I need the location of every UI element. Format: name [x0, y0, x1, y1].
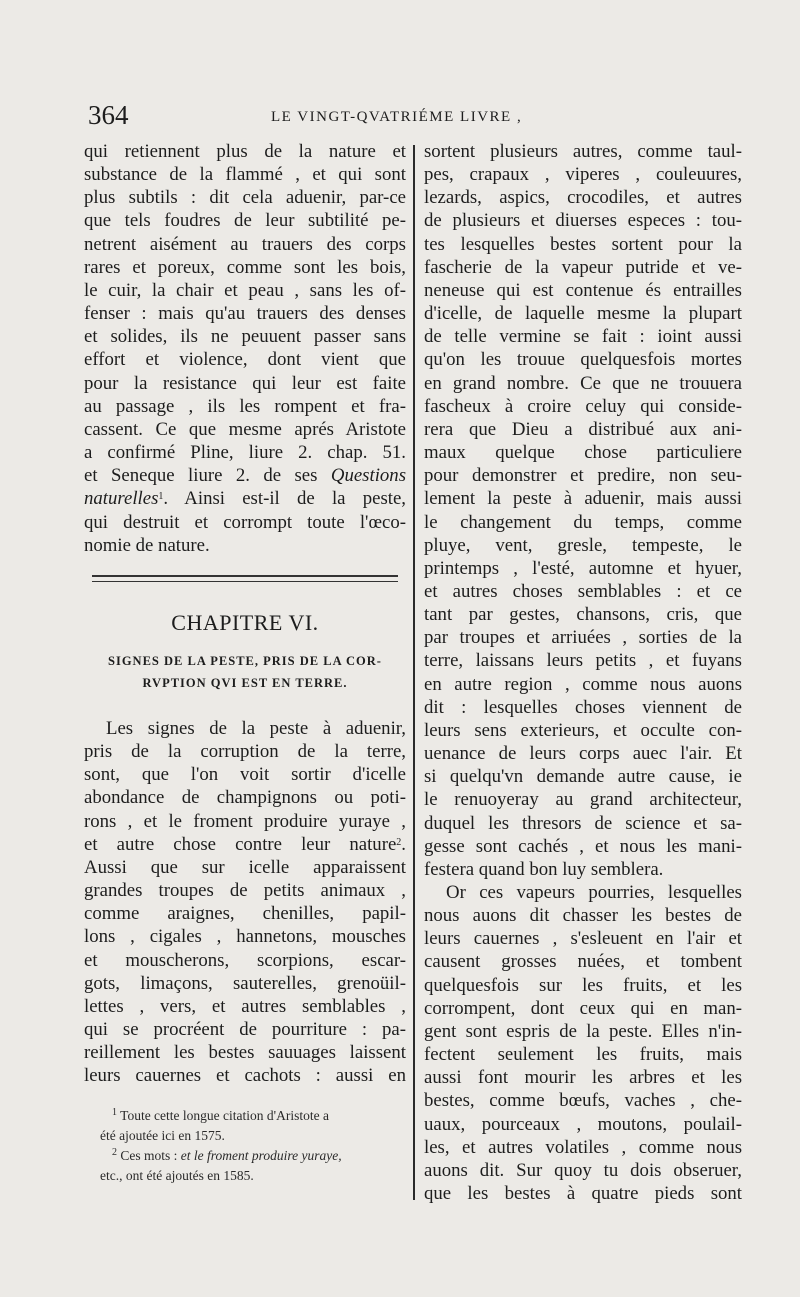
chapter-title: CHAPITRE VI.	[171, 610, 319, 635]
text-line: plus subtils : dit cela aduenir, par-ce	[84, 187, 406, 209]
left-column-chapter-text	[84, 717, 406, 1088]
text-line: duquel les thresors de science et sa-	[424, 812, 742, 834]
text-line: rons , et le froment produire yuraye ,	[84, 810, 406, 832]
text-line: qu'on les trouue quelquesfois mortes	[424, 349, 742, 371]
text-line: si quelqu'vn demande autre cause, ie	[424, 766, 742, 788]
right-column	[424, 140, 742, 1205]
divider-thick	[92, 575, 398, 577]
text-line: d'icelle, de laquelle mesme la plupart	[424, 303, 742, 325]
text-line-note-2	[84, 833, 406, 856]
text-line: au passage , ils les rompent et fra-	[84, 395, 406, 417]
text-line: abondance de champignons ou poti-	[84, 787, 406, 809]
footnotes	[100, 1106, 406, 1186]
text-line: neneuse qui est contenue és entrailles	[424, 279, 742, 301]
text-line: le changement du temps, comme	[424, 511, 742, 533]
text-line: nomie de nature.	[84, 534, 210, 556]
text-line: corrompent, dont ceux qui en man-	[424, 997, 742, 1019]
divider-thin	[92, 581, 398, 582]
text-line: cassent. Ce que mesme aprés Aristote	[84, 418, 406, 440]
text-line: printemps , l'esté, automne et hyuer,	[424, 557, 742, 579]
text-line: fectent seulement les fruits, mais	[424, 1044, 742, 1066]
text-line: gots, limaçons, sauterelles, grenoüil-	[84, 972, 406, 994]
text-line: uaux, pourceaux , moutons, poulail-	[424, 1113, 742, 1135]
text-line: de telle vermine se fait : ioint aussi	[424, 326, 742, 348]
text-line: lons , cigales , hannetons, mousches	[84, 926, 406, 948]
footnote-text: Ces mots :	[120, 1148, 178, 1163]
text-line: reillement les bestes sauuages laissent	[84, 1042, 406, 1064]
chapter-subtitle-line: RVPTION QVI EST EN TERRE.	[142, 676, 348, 690]
text-line: leurs sens exterieurs, et occulte con-	[424, 719, 742, 741]
text-line: uenance de leurs corps auec l'air. Et	[424, 743, 742, 765]
text-line: dit : lesquelles choses viennent de	[424, 696, 742, 718]
text-line: maux quelque chose particuliere	[424, 442, 742, 464]
italic-questions: Questions	[330, 465, 406, 487]
text-line-questions	[84, 464, 406, 487]
left-paragraph-continuation	[84, 140, 406, 557]
text-line: substance de la flammé , et qui sont	[84, 164, 406, 186]
column-divider	[413, 145, 415, 1200]
text-fragment: .	[401, 833, 406, 855]
text-line: et mouscherons, scorpions, escar-	[84, 949, 406, 971]
text-line: leurs cauernes et cachots : aussi en	[84, 1065, 406, 1087]
running-head: LE VINGT-QVATRIÉME LIVRE ,	[271, 109, 523, 125]
text-line: et solides, ils ne peuuent passer sans	[84, 326, 406, 348]
text-line: lement la peste à aduenir, mais aussi	[424, 488, 742, 510]
text-line-naturelles	[84, 487, 406, 510]
text-line: le renuoyeray au grand architecteur,	[424, 789, 742, 811]
text-line: gesse sont cachés , et nous les mani-	[424, 835, 742, 857]
text-fragment: . Ainsi est-il de la peste,	[163, 488, 406, 510]
footnote-1	[100, 1106, 406, 1126]
text-line: auons dit. Sur quoy tu dois obseruer,	[424, 1159, 742, 1181]
text-line: nous auons dit chasser les bestes de	[424, 905, 742, 927]
text-line: rera que Dieu a distribué aux ani-	[424, 418, 742, 440]
text-line: qui se procréent de pourriture : pa-	[84, 1019, 406, 1041]
text-fragment: et autre chose contre leur nature	[84, 833, 397, 855]
text-line: et autres choses semblables : et ce	[424, 580, 742, 602]
text-line: en grand nombre. Ce que ne trouuera	[424, 372, 742, 394]
footnote-ref-2[interactable]: 2	[396, 836, 402, 848]
text-line: pour demonstrer et predire, non seu-	[424, 465, 742, 487]
text-line: pour la resistance qui leur est faite	[84, 372, 406, 394]
text-line: sortent plusieurs autres, comme taul-	[424, 141, 742, 162]
text-line: tes lesquelles bestes sortent pour la	[424, 233, 742, 255]
text-line: tant par gestes, chansons, cris, que	[424, 604, 742, 626]
text-line: netrent aisément au trauers des corps	[84, 233, 406, 255]
text-line: que tels foudres de leur subtilité pe-	[84, 210, 406, 232]
text-line: fenser : mais qu'au trauers des denses	[84, 303, 406, 325]
text-line: leurs cauernes , s'esleuent en l'air et	[424, 928, 742, 950]
text-line: pluye, vent, gresle, tempeste, le	[424, 534, 742, 556]
footnote-text: Toute cette longue citation d'Aristote a	[120, 1108, 329, 1123]
text-line: fascheux à croire celuy qui conside-	[424, 395, 742, 417]
text-line: a confirmé Pline, liure 2. chap. 51.	[84, 442, 406, 464]
chapter-subtitle	[84, 650, 406, 694]
text-line: aussi font mourir les arbres et les	[424, 1067, 742, 1089]
chapter-subtitle-line: SIGNES DE LA PESTE, PRIS DE LA COR-	[108, 654, 382, 668]
text-fragment: et Seneque liure 2. de ses	[84, 465, 318, 487]
text-line: grandes troupes de petits animaux ,	[84, 880, 406, 902]
text-line: qui retiennent plus de la nature et	[84, 141, 406, 162]
text-line: festera quand bon luy semblera.	[424, 858, 664, 880]
text-line: pris de la corruption de la terre,	[84, 741, 406, 763]
page-header	[88, 100, 768, 140]
footnote-italic: et le froment produire yuraye,	[180, 1148, 342, 1163]
page-number: 364	[88, 100, 129, 130]
footnote-2-cont: etc., ont été ajoutés en 1585.	[100, 1168, 254, 1183]
text-line: comme araignes, chenilles, papil-	[84, 903, 406, 925]
text-line: lettes , vers, et autres semblables ,	[84, 995, 406, 1017]
text-line: Or ces vapeurs pourries, lesquelles	[446, 882, 742, 903]
text-line: bestes, comme bœufs, vaches , che-	[424, 1090, 742, 1112]
text-line: que les bestes à quatre pieds sont	[424, 1183, 742, 1205]
text-line: qui destruit et corrompt toute l'œco-	[84, 511, 406, 533]
text-line: Aussi que sur icelle apparaissent	[84, 856, 406, 878]
text-line: effort et violence, dont vient que	[84, 349, 406, 371]
text-line: par troupes et arriuées , sorties de la	[424, 627, 742, 649]
footnote-1-cont: été ajoutée ici en 1575.	[100, 1128, 225, 1143]
text-line: en autre region , comme nous auons	[424, 673, 742, 695]
right-paragraph-1	[424, 140, 742, 881]
section-divider	[92, 575, 398, 582]
text-line: quelquesfois sur les fruits, et les	[424, 974, 742, 996]
text-line: les, et autres volatiles , comme nous	[424, 1136, 742, 1158]
text-line: lezards, aspics, crocodiles, et autres	[424, 187, 742, 209]
left-column-top-text	[84, 140, 406, 557]
text-line: rares et poreux, comme sont les bois,	[84, 256, 406, 278]
italic-naturelles: naturelles	[84, 488, 159, 510]
footnote-2	[100, 1146, 406, 1166]
text-line: Les signes de la peste à aduenir,	[106, 718, 406, 739]
text-line: de plusieurs et diuerses especes : tou-	[424, 210, 742, 232]
footnote-mark: 2	[112, 1147, 117, 1158]
text-line: le cuir, la chair et peau , sans les of-	[84, 279, 406, 301]
text-line: terre, laissans leurs petits , et fuyans	[424, 650, 742, 672]
right-paragraph-2	[424, 881, 742, 1205]
footnote-mark: 1	[112, 1107, 117, 1118]
text-line: pes, crapaux , viperes , couleuures,	[424, 164, 742, 186]
text-line: sont, que l'on voit sortir d'icelle	[84, 764, 406, 786]
text-line: gent sont espris de la peste. Elles n'in-	[424, 1020, 742, 1042]
chapter-paragraph	[84, 717, 406, 1088]
text-line: causent grosses nuées, et tombent	[424, 951, 742, 973]
footnote-ref-1[interactable]: 1	[158, 491, 164, 503]
text-line: fascherie de la vapeur putride et ve-	[424, 256, 742, 278]
